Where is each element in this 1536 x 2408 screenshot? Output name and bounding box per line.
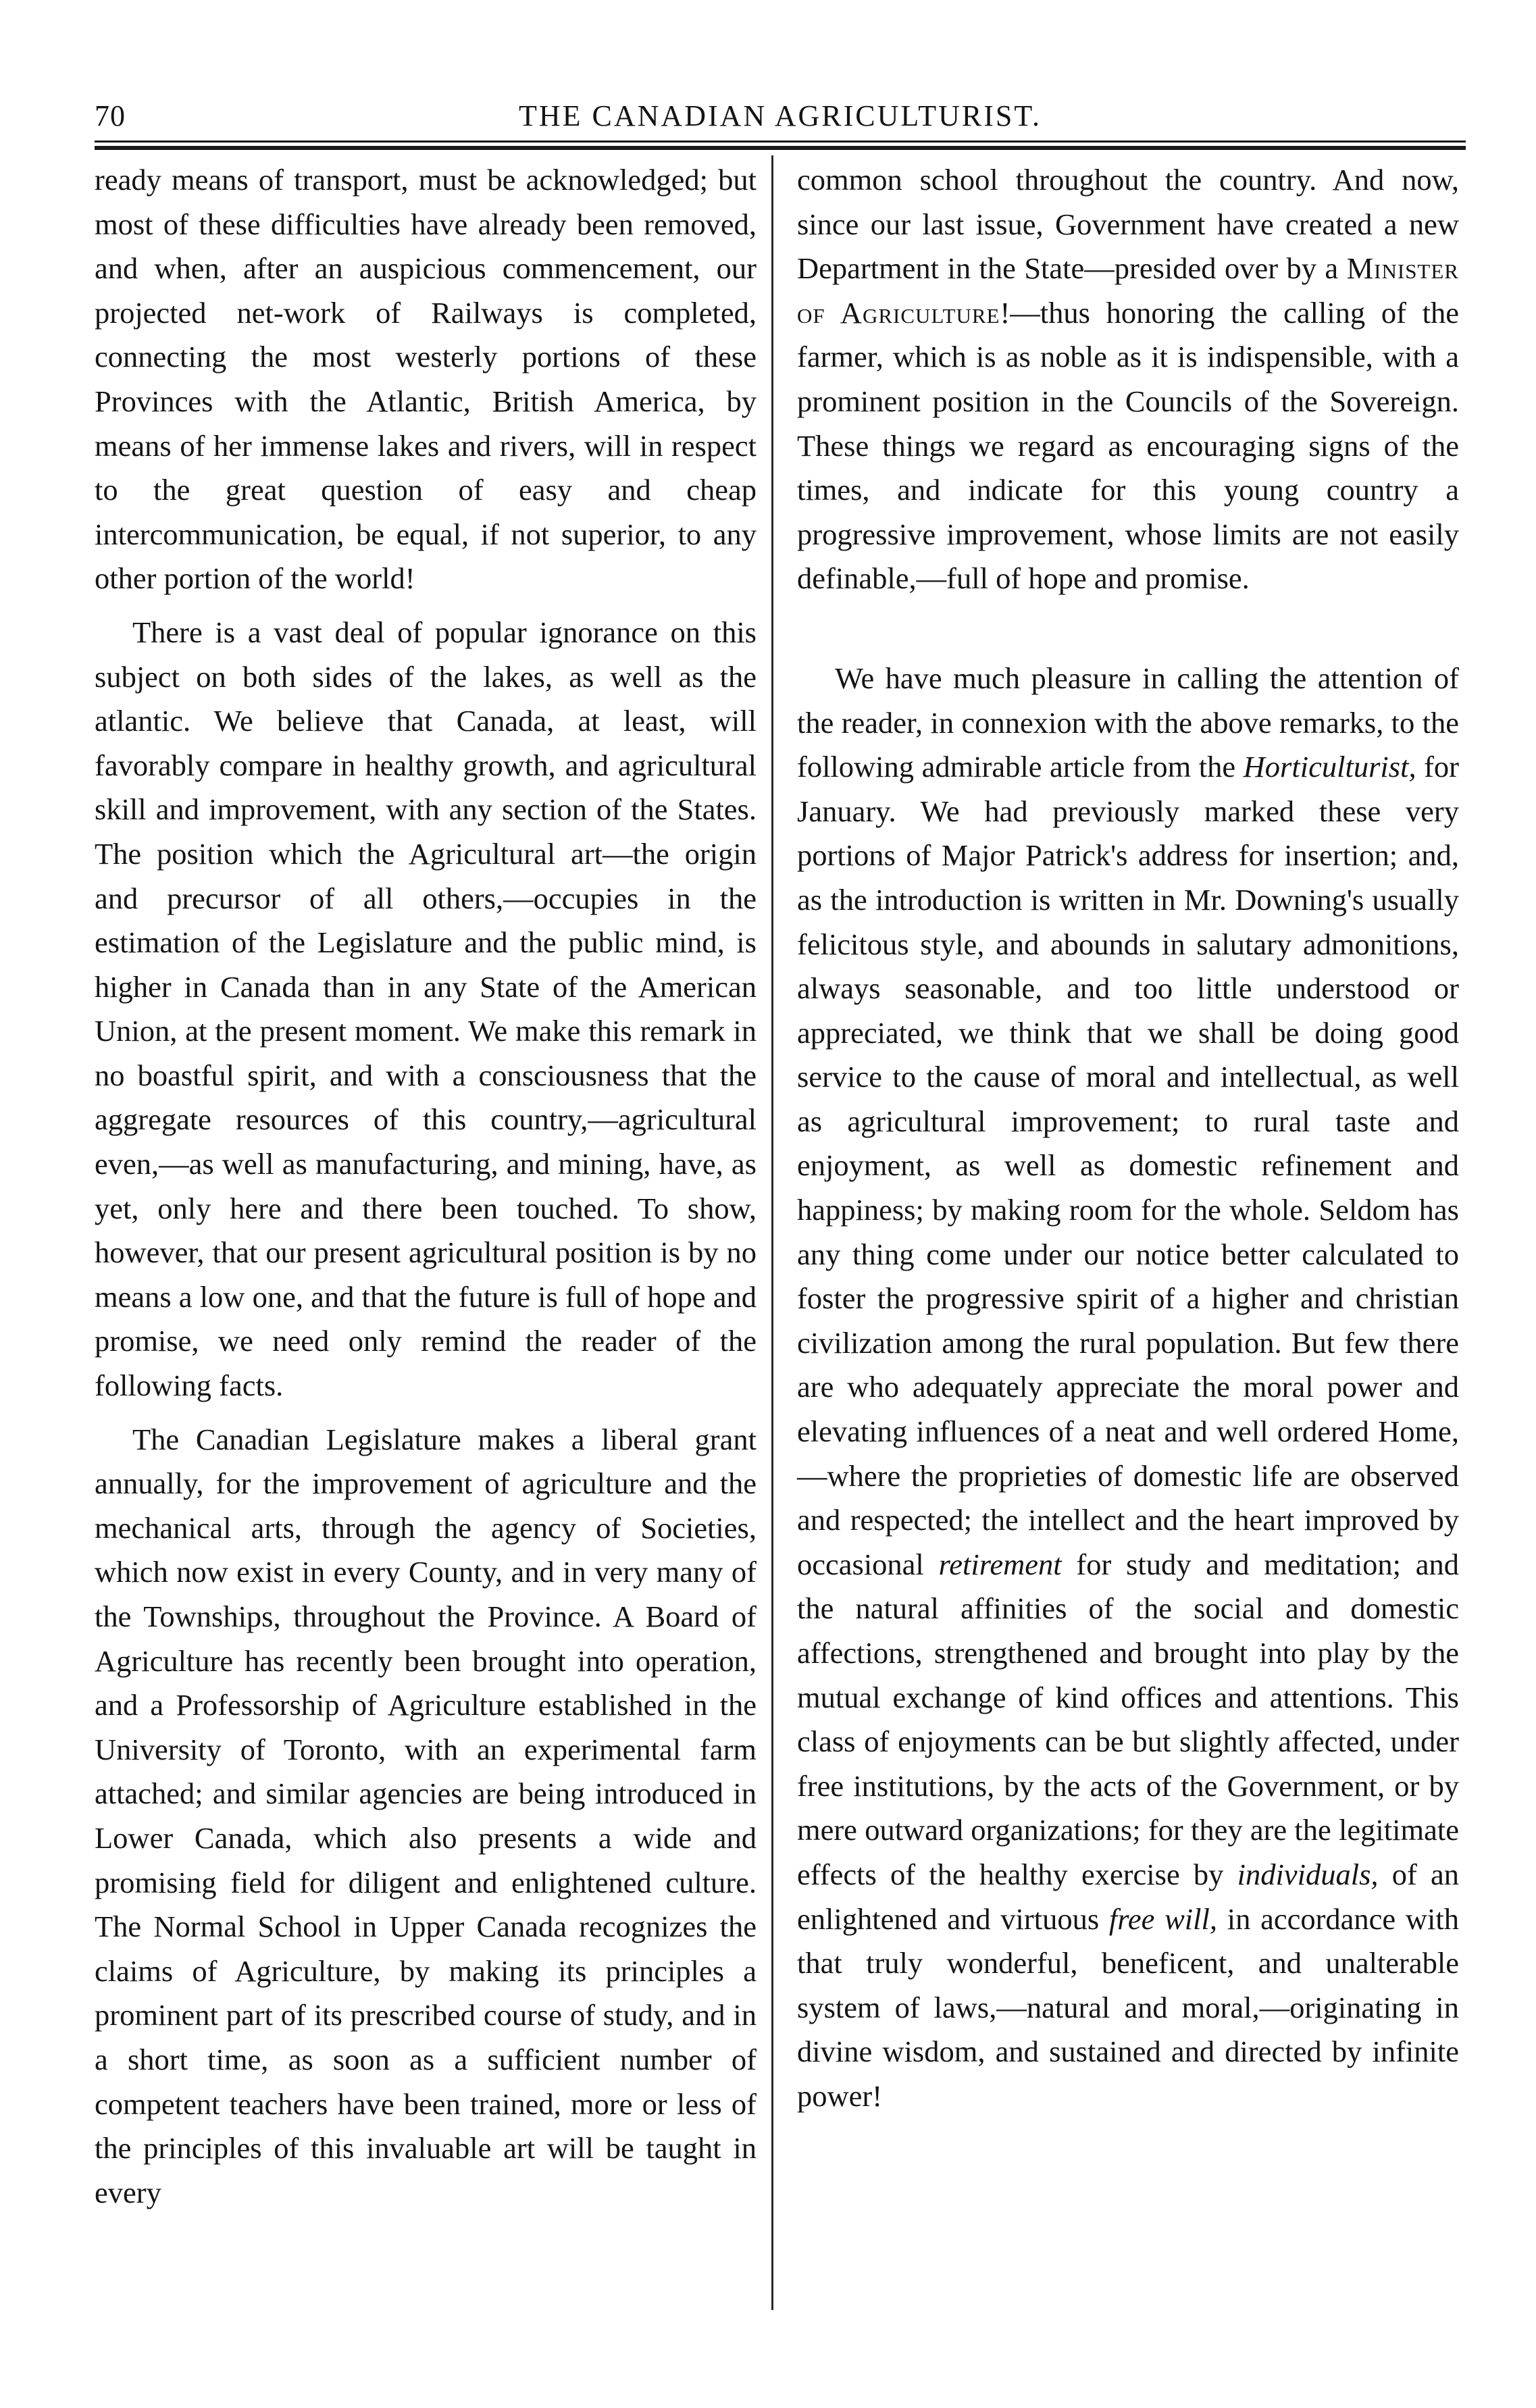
right-paragraph-2 — [797, 657, 1459, 2119]
retirement-italic: retirement — [938, 1547, 1062, 1581]
right-paragraph-2-text-a: We have much pleasure in calling the attention of the reader, in connexion with the above remarks, to the following admirable article from the — [797, 661, 1459, 784]
individuals-italic: individuals, — [1237, 1857, 1379, 1891]
horticulturist-title: Horticulturist, — [1243, 750, 1416, 784]
right-paragraph-2-text-b: for January. We had previously marked these very portions of Major Patrick's address for insertion; and, as the introduction is written in Mr. Downing's usually felicitous style, and abounds in salutary admonitions, always seasonable, and too little understood or appreciated, we think that we shall be doing good service to the cause of moral and intellectual, as well as agricultural improvement; to rural taste and enjoyment, as well as domestic refinement and happiness; by making room for the whole. Seldom has any thing come under our notice better calculated to foster the progressive spirit of a higher and christian civilization among the rural population. But few there are who adequately appreciate the moral power and elevating influences of a neat and well ordered Home,—where the proprieties of domestic life are observed and respected; the intellect and the heart improved by occasional — [797, 750, 1459, 1581]
right-paragraph-1-text-a: common school throughout the country. And now, since our last issue, Government have created a new Department in the State—presided over by a — [797, 163, 1459, 286]
right-paragraph-1 — [797, 158, 1459, 601]
page-header — [95, 95, 1466, 135]
left-paragraph-2: There is a vast deal of popular ignorance on this subject on both sides of the lakes, as well as the atlantic. We believe that Canada, at least, will favorably compare in healthy growth, and agricultural skill and improvement, with any section of the States. The position which the Agricultural art—the origin and precursor of all others,—occupies in the estimation of the Legislature and the public mind, is higher in Canada than in any State of the American Union, at the present moment. We make this remark in no boastful spirit, and with a consciousness that the aggregate resources of this country,—agricultural even,—as well as manufacturing, and mining, have, as yet, only here and there been touched. To show, however, that our present agricultural position is by no means a low one, and that the future is full of hope and promise, we need only remind the reader of the following facts. — [95, 615, 757, 1403]
header-rule-thick — [95, 146, 1466, 150]
column-divider — [771, 155, 773, 2310]
right-paragraph-2-text-d: of an enlightened and virtuous — [797, 1857, 1459, 1936]
left-paragraph-1: ready means of transport, must be acknowledged; but most of these difficulties have already been removed, and when, after an auspicious commencement, our projected net-work of Railways is completed, connecting the most westerly portions of these Provinces with the Atlantic, British America, by means of her immense lakes and rivers, will in respect to the great question of easy and cheap intercommunication, be equal, if not superior, to any other portion of the world! — [95, 163, 757, 596]
section-gap — [797, 601, 1459, 657]
right-column — [797, 158, 1459, 2119]
page-number: 70 — [95, 99, 126, 132]
left-column — [95, 158, 757, 2215]
right-paragraph-2-text-c: for study and meditation; and the natural affinities of the social and domestic affections, strengthened and brought into play by the mutual exchange of kind offices and attentions. This class of enjoyments can be but slightly affected, under free institutions, by the acts of the Government, or by mere outward organizations; for they are the legitimate effects of the healthy exercise by — [797, 1547, 1459, 1891]
running-title: THE CANADIAN AGRICULTURIST. — [519, 99, 1042, 132]
free-will-italic: free will, — [1108, 1901, 1218, 1936]
right-paragraph-2-text-e: in accordance with that truly wonderful, beneficent, and unalterable system of laws,—natural and moral,—originating in divine wisdom, and sustained and directed by infinite power! — [797, 1901, 1459, 2113]
header-rule-thin — [95, 140, 1466, 143]
right-paragraph-1-text-b: !—thus honoring the calling of the farmer, which is as noble as it is indispensible, with a prominent position in the Councils of the Sovereign. These things we regard as encouraging signs of the times, and indicate for this young country a progressive improvement, whose limits are not easily definable,—full of hope and promise. — [797, 295, 1459, 596]
minister-of-agriculture: Minister of Agriculture — [797, 251, 1459, 330]
left-paragraph-3: The Canadian Legislature makes a liberal grant annually, for the improvement of agriculture and the mechanical arts, through the agency of Societies, which now exist in every County, and in very many of the Townships, throughout the Province. A Board of Agriculture has recently been brought into operation, and a Professorship of Agriculture established in the University of Toronto, with an experimental farm attached; and similar agencies are being introduced in Lower Canada, which also presents a wide and promising field for diligent and enlightened culture. The Normal School in Upper Canada recognizes the claims of Agriculture, by making its principles a prominent part of its prescribed course of study, and in a short time, as soon as a sufficient number of competent teachers have been trained, more or less of the principles of this invaluable art will be taught in every — [95, 1422, 757, 2209]
